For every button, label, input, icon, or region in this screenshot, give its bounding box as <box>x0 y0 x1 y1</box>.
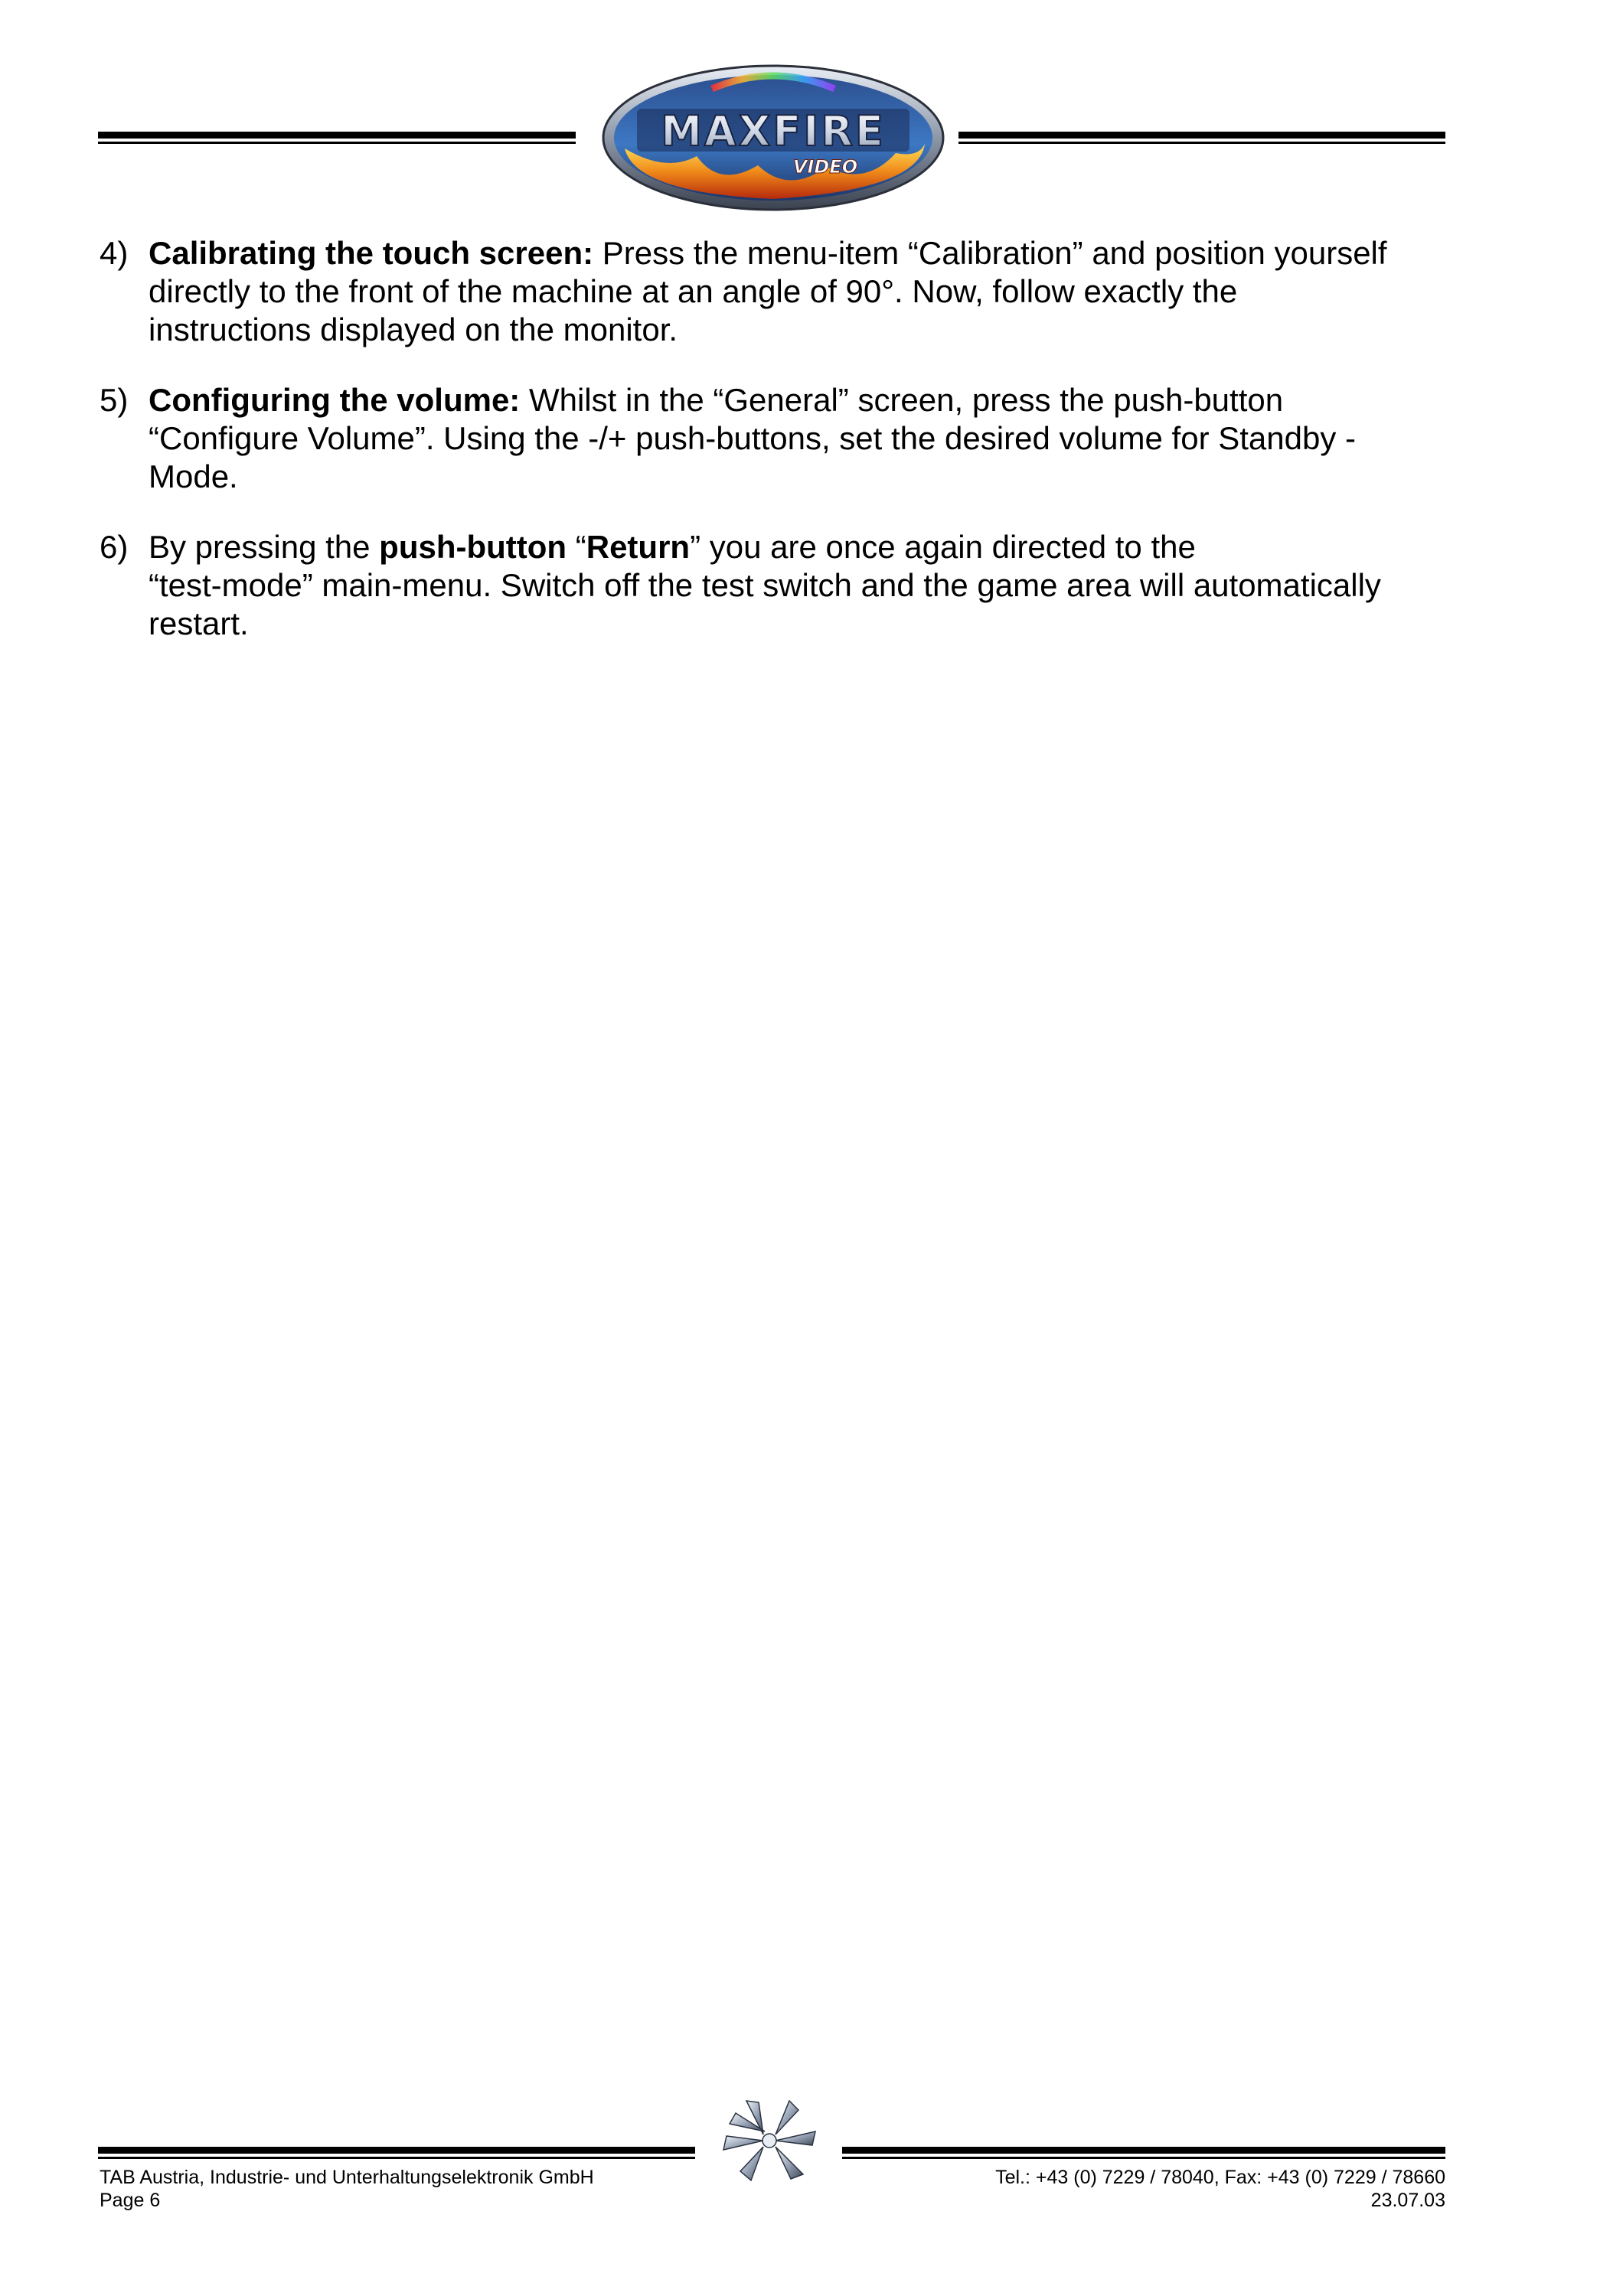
svg-text:MAXFIRE: MAXFIRE <box>661 107 886 155</box>
step-6-line-2: “test-mode” main-menu. Switch off the test switch and the game area will automatically <box>149 567 1381 603</box>
step-6-line-3: restart. <box>149 605 249 641</box>
header-rule-right-thin <box>958 142 1445 144</box>
footer-company: TAB Austria, Industrie- und Unterhaltungselektronik GmbH <box>100 2167 594 2188</box>
step-5-heading: Configuring the volume: <box>149 382 521 418</box>
header-rule-left-thin <box>98 142 576 144</box>
step-5-number: 5) <box>100 382 129 418</box>
step-5-line-3: Mode. <box>149 458 238 494</box>
footer-rule-right-thin <box>842 2157 1445 2159</box>
footer-rule-left-thin <box>98 2157 695 2159</box>
step-4-line-2: directly to the front of the machine at an angle of 90°. Now, follow exactly the <box>149 273 1238 309</box>
step-4-line-3: instructions displayed on the monitor. <box>149 311 678 347</box>
header-rule-left <box>98 132 576 139</box>
step-4-number: 4) <box>100 235 129 271</box>
footer-rule-left <box>98 2147 695 2154</box>
push-button-term: push-button <box>379 529 567 565</box>
step-5-volume <box>100 381 1447 496</box>
footer-rule-right <box>842 2147 1445 2154</box>
svg-text:VIDEO: VIDEO <box>792 156 858 178</box>
tab-austria-logo-icon <box>717 2095 822 2186</box>
header-rule-right <box>958 132 1445 139</box>
step-6-number: 6) <box>100 529 129 565</box>
step-4-heading: Calibrating the touch screen: <box>149 235 594 271</box>
step-4-line-1: 4) Calibrating the touch screen: Press the menu-item “Calibration” and position yourself <box>100 235 1387 271</box>
step-5-line-1: 5) Configuring the volume: Whilst in the “General” screen, press the push-button <box>100 382 1284 418</box>
footer-date: 23.07.03 <box>1370 2190 1445 2211</box>
footer-page-number: Page 6 <box>100 2190 161 2211</box>
return-term: Return <box>586 529 691 565</box>
step-6-return <box>100 528 1447 643</box>
step-4-calibration <box>100 234 1447 349</box>
step-6-line-1: 6) By pressing the push-button “Return” you are once again directed to the <box>100 529 1196 565</box>
footer-contact: Tel.: +43 (0) 7229 / 78040, Fax: +43 (0) 7229 / 78660 <box>995 2167 1445 2188</box>
maxfire-video-logo <box>597 58 949 211</box>
step-5-line-2: “Configure Volume”. Using the -/+ push-buttons, set the desired volume for Standby - <box>149 420 1356 456</box>
